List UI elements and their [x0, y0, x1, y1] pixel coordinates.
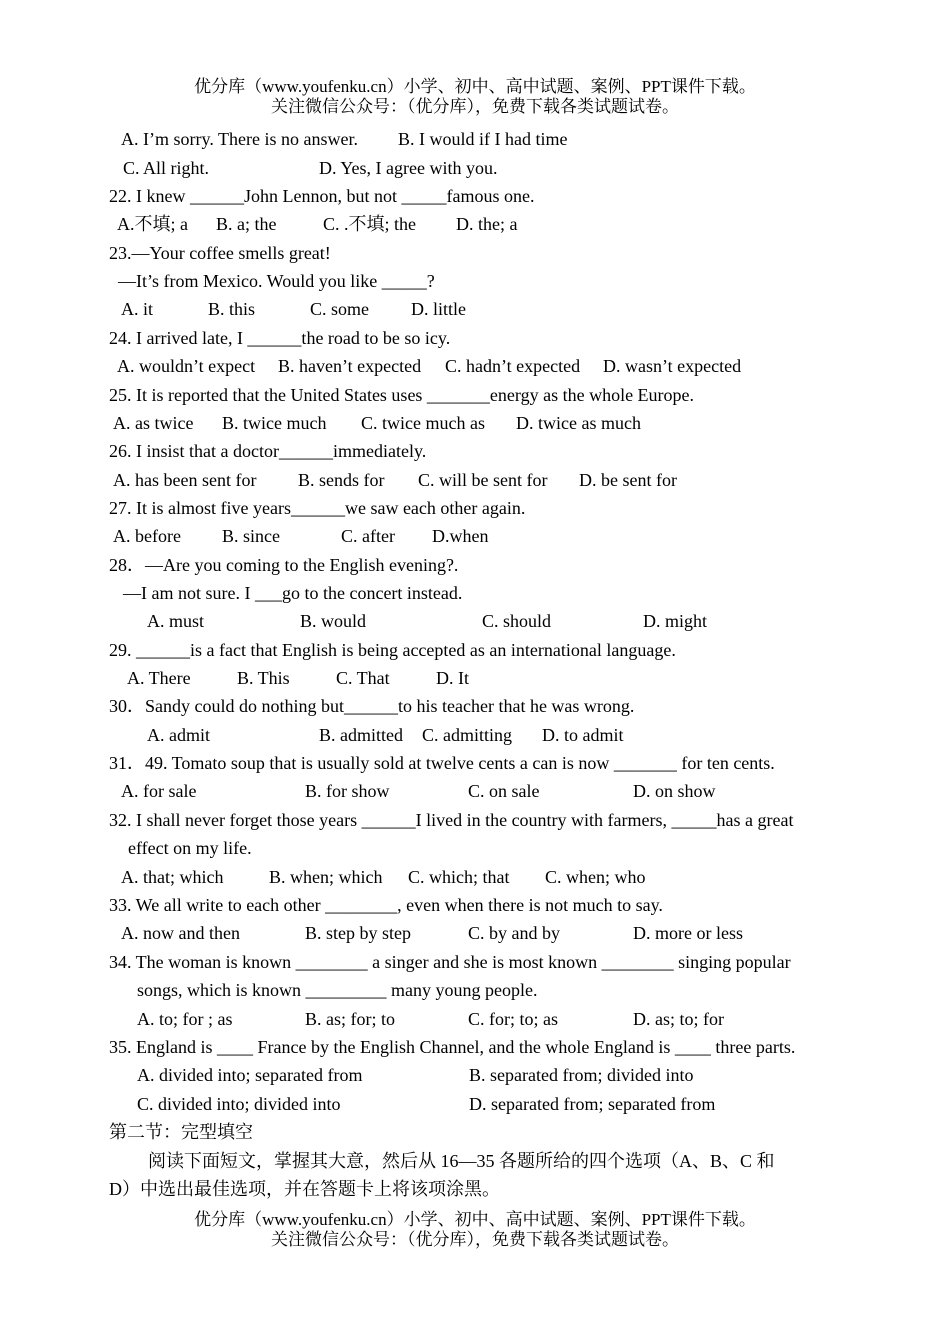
header-line-1: 优分库（www.youfenku.cn）小学、初中、高中试题、案例、PPT课件下载。 — [194, 77, 756, 96]
question-stem: 22. I knew ______John Lennon, but not _____famous one. — [109, 186, 535, 206]
question-stem: 23.—Your coffee smells great! — [109, 243, 331, 263]
option-c: C. will be sent for — [418, 470, 548, 490]
option-a: A. admit — [147, 725, 210, 745]
option-b: B. when; which — [269, 867, 383, 887]
option-b: B. this — [208, 299, 256, 319]
option-a: A. wouldn’t expect — [117, 356, 256, 376]
option-b: B. sends for — [298, 470, 385, 490]
question-stem: 27. It is almost five years______we saw each other again. — [109, 498, 526, 518]
option-c: C. divided into; divided into — [137, 1094, 341, 1114]
option-b: B. for show — [305, 781, 390, 801]
option-b: B. would — [300, 611, 367, 631]
option-a: A. must — [147, 611, 205, 631]
question-stem-line-2: —It’s from Mexico. Would you like _____? — [118, 271, 435, 291]
option-d: D. be sent for — [579, 470, 677, 490]
option-b: B. separated from; divided into — [469, 1065, 694, 1085]
option-b: B. since — [222, 526, 280, 546]
option-a: A. before — [113, 526, 181, 546]
question-stem: 29. ______is a fact that English is being accepted as an international language. — [109, 640, 676, 660]
option-d: D. Yes, I agree with you. — [319, 158, 498, 178]
option-b: B. twice much — [222, 413, 327, 433]
option-c: C. which; that — [408, 867, 510, 887]
option-a: A. it — [121, 299, 154, 319]
footer-line-1: 优分库（www.youfenku.cn）小学、初中、高中试题、案例、PPT课件下载。 — [194, 1210, 756, 1229]
question-stem: 24. I arrived late, I ______the road to be so icy. — [109, 328, 451, 348]
question-stem: 31．49. Tomato soup that is usually sold at twelve cents a can is now _______ for ten cents. — [109, 753, 775, 773]
option-d: D.when — [432, 526, 489, 546]
option-c: C. .不填; the — [323, 214, 416, 234]
section-instructions-line-1: 阅读下面短文，掌握其大意，然后从 16—35 各题所给的四个选项（A、B、C 和 — [148, 1151, 775, 1171]
option-a: A. to; for ; as — [137, 1009, 233, 1029]
option-c: C. That — [336, 668, 390, 688]
question-stem: 28．—Are you coming to the English evening?. — [109, 555, 459, 575]
option-c: C. for; to; as — [468, 1009, 558, 1029]
option-d: D. on show — [633, 781, 716, 801]
option-a: A. for sale — [121, 781, 197, 801]
option-a: A. There — [127, 668, 191, 688]
option-d: D. twice as much — [516, 413, 641, 433]
option-d: D. more or less — [633, 923, 743, 943]
option-b: B. This — [237, 668, 290, 688]
option-d: D. wasn’t expected — [603, 356, 742, 376]
option-c: C. by and by — [468, 923, 560, 943]
option-a: A.不填; a — [117, 214, 188, 234]
option-a: A. divided into; separated from — [137, 1065, 363, 1085]
footer-line-2: 关注微信公众号：（优分库），免费下载各类试题试卷。 — [271, 1230, 679, 1249]
option-d: C. when; who — [545, 867, 646, 887]
option-d: D. might — [643, 611, 708, 631]
option-c: C. should — [482, 611, 552, 631]
option-a: A. that; which — [121, 867, 224, 887]
option-c: C. All right. — [123, 158, 210, 178]
option-b: B. step by step — [305, 923, 411, 943]
option-c: C. some — [310, 299, 370, 319]
question-stem-line-2: —I am not sure. I ___go to the concert instead. — [123, 583, 463, 603]
option-a: A. I’m sorry. There is no answer. — [121, 129, 358, 149]
question-stem: 33. We all write to each other ________, even when there is not much to say. — [109, 895, 663, 915]
question-stem: 34. The woman is known ________ a singer and she is most known ________ singing popular — [109, 952, 791, 972]
question-stem-line-2: effect on my life. — [128, 838, 252, 858]
question-stem: 30．Sandy could do nothing but______to his teacher that he was wrong. — [109, 696, 635, 716]
option-b: B. as; for; to — [305, 1009, 395, 1029]
option-b: B. I would if I had time — [398, 129, 568, 149]
option-b: B. admitted — [319, 725, 403, 745]
option-c: C. admitting — [422, 725, 512, 745]
section-title: 第二节：完型填空 — [109, 1122, 253, 1142]
question-stem: 26. I insist that a doctor______immediately. — [109, 441, 427, 461]
option-b: B. a; the — [216, 214, 277, 234]
option-c: C. after — [341, 526, 395, 546]
option-d: D. to admit — [542, 725, 624, 745]
question-stem: 32. I shall never forget those years ______I lived in the country with farmers, _____has a great — [109, 810, 794, 830]
option-d: D. the; a — [456, 214, 518, 234]
option-c: C. on sale — [468, 781, 540, 801]
question-stem-line-2: songs, which is known _________ many young people. — [137, 980, 538, 1000]
section-instructions-line-2: D）中选出最佳选项，并在答题卡上将该项涂黑。 — [109, 1179, 500, 1199]
option-a: A. now and then — [121, 923, 240, 943]
option-d: D. as; to; for — [633, 1009, 724, 1029]
question-stem: 25. It is reported that the United States uses _______energy as the whole Europe. — [109, 385, 695, 405]
option-d: D. little — [411, 299, 466, 319]
header-line-2: 关注微信公众号：（优分库），免费下载各类试题试卷。 — [271, 97, 679, 116]
option-d: D. It — [436, 668, 469, 688]
option-a: A. as twice — [113, 413, 194, 433]
option-c: C. hadn’t expected — [445, 356, 581, 376]
option-d: D. separated from; separated from — [469, 1094, 716, 1114]
question-stem: 35. England is ____ France by the English Channel, and the whole England is ____ three parts. — [109, 1037, 796, 1057]
option-a: A. has been sent for — [113, 470, 257, 490]
option-b: B. haven’t expected — [278, 356, 422, 376]
option-c: C. twice much as — [361, 413, 485, 433]
